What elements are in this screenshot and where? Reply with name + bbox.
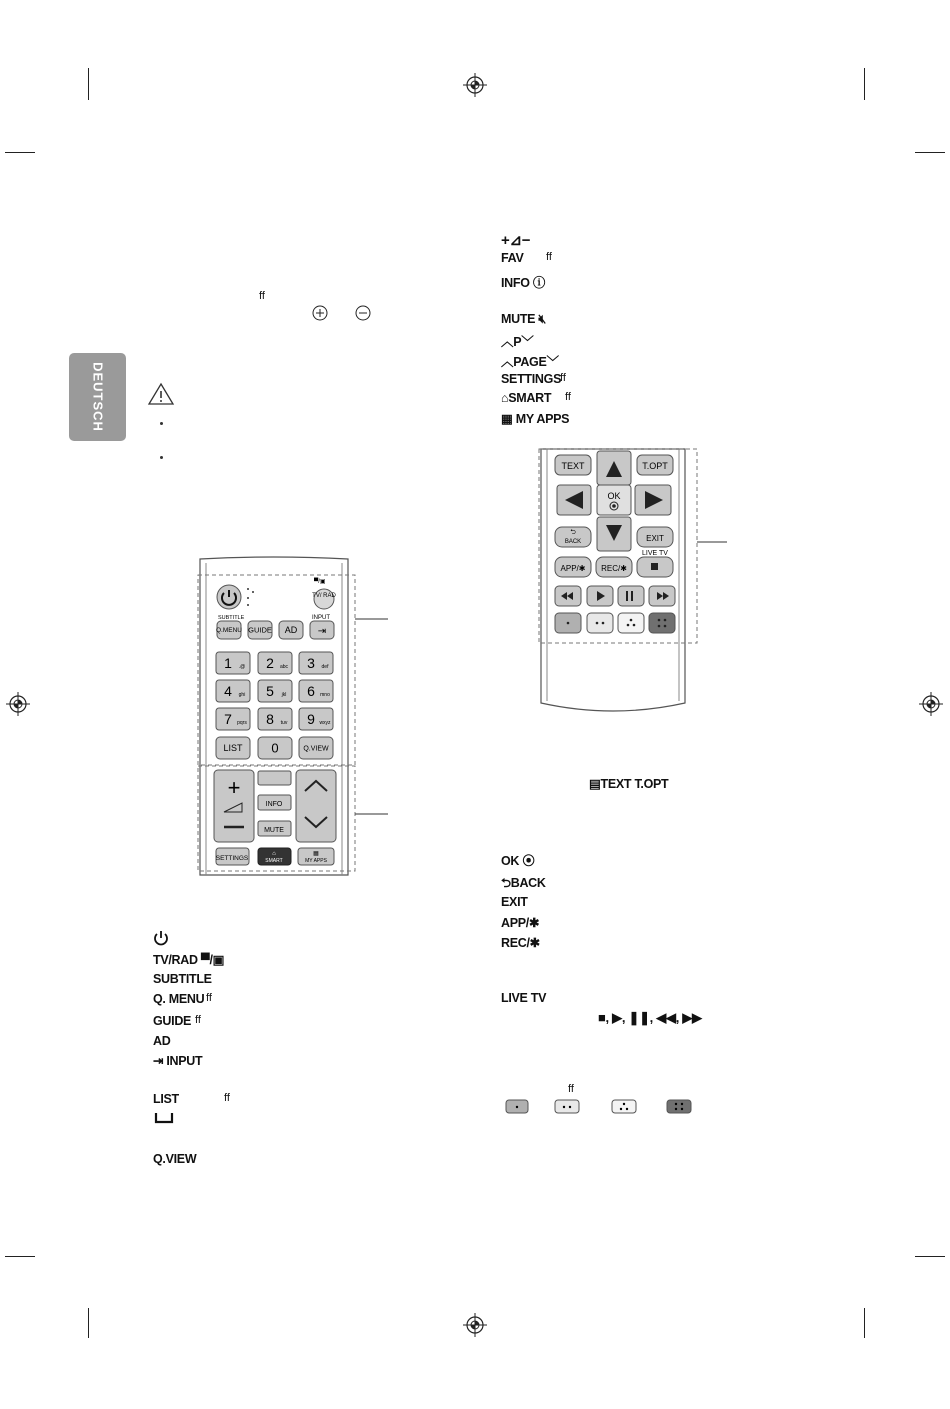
t-opt-button [637,455,673,475]
green-button [587,613,613,633]
legend-settings-ff: ff [560,372,566,384]
svg-text:3: 3 [307,655,315,671]
ok-button [597,485,631,515]
legend-input: ⇥ INPUT [153,1054,203,1068]
list-button [216,737,250,759]
asterisk-icon: ✱ [528,916,540,930]
bullet [160,422,163,425]
number-5-button [258,680,292,702]
svg-text:GUIDE: GUIDE [248,625,272,635]
svg-text:tuv: tuv [280,720,288,726]
input-icon: ⇥ [153,1054,164,1068]
svg-text:Q.MENU: Q.MENU [216,627,242,635]
minus-circle-icon [355,305,371,321]
svg-text:0: 0 [271,740,279,756]
legend-live-tv: LIVE TV [501,991,547,1005]
svg-text:AD: AD [284,625,298,635]
crop-mark [864,68,865,100]
text-button [555,455,591,475]
playback-icons: ■, ▶, ❚❚, ◀◀, ▶▶ [598,1010,702,1025]
program-rocker [296,770,336,842]
number-2-button [258,652,292,674]
teletext-icon: ▤ [589,777,601,791]
legend-q-menu: Q. MENU [153,992,205,1006]
q-view-button [299,737,333,759]
legend-smart-ff: ff [565,391,571,403]
crop-mark [5,152,35,153]
bullet [160,456,163,459]
number-7-button [216,708,250,730]
legend-guide-ff: ff [195,1014,201,1026]
svg-text:wxyz: wxyz [319,720,331,726]
svg-text:▀/▣: ▀/▣ [314,579,326,585]
svg-text:1: 1 [224,655,232,671]
fav-button [258,771,291,785]
q-menu-button [216,621,242,639]
number-8-button [258,708,292,730]
svg-text:REC/✱: REC/✱ [601,564,627,573]
legend-page: ︿PAGE﹀ [501,355,559,369]
svg-text:4: 4 [224,683,232,699]
svg-text:▦: ▦ [313,851,319,857]
stop-button [637,557,673,577]
volume-icon: +⊿− [501,232,531,249]
color-buttons-row [505,1099,695,1115]
mute-button [258,821,291,836]
green-key-icon [555,1100,579,1113]
svg-text:7: 7 [224,711,232,727]
red-key-icon [506,1100,528,1113]
crop-mark [864,1308,865,1338]
blue-button [649,613,675,633]
svg-text:8: 8 [266,711,274,727]
legend-info: INFO ⓘ [501,276,546,290]
number-3-button [299,652,333,674]
registration-mark-icon [919,692,943,716]
legend-tv-rad: TV/RAD ▀/▣ [153,953,225,967]
svg-text:TV/ RAD: TV/ RAD [312,593,336,599]
back-button [555,527,591,547]
exit-button [637,527,673,547]
chevron-up-icon: ︿ [501,355,514,369]
rewind-button [555,586,581,606]
live-tv-label: LIVE TV [642,550,668,557]
yellow-key-icon [612,1100,636,1113]
svg-text:SMART: SMART [265,858,283,864]
volume-rocker [214,770,254,842]
number-4-button [216,680,250,702]
crop-mark [5,1256,35,1257]
svg-text:.@: .@ [238,664,246,670]
svg-text:mno: mno [320,692,330,698]
info-button [258,795,291,810]
remote-control-lower-illustration [535,445,735,717]
ad-button [279,621,303,639]
legend-my-apps: ▦ MY APPS [501,412,570,426]
chevron-up-icon: ︿ [501,335,514,349]
legend-program: ︿P﹀ [501,335,534,349]
legend-q-menu-ff: ff [206,992,212,1004]
space-icon [154,1112,174,1124]
registration-mark-icon [6,692,30,716]
power-icon [153,930,169,946]
intro-ff: ff [259,290,265,302]
legend-settings: SETTINGS [501,372,562,386]
svg-text:BACK: BACK [564,539,582,545]
ok-icon: ⦿ [522,854,535,868]
svg-text:jkl: jkl [281,692,287,698]
rec-button [596,557,632,577]
legend-rec: REC/✱ [501,936,540,950]
asterisk-icon: ✱ [529,936,540,950]
legend-ok: OK ⦿ [501,854,535,868]
legend-text-topt: ▤TEXT T.OPT [589,777,669,791]
legend-q-view: Q.VIEW [153,1152,197,1166]
legend-guide: GUIDE [153,1014,192,1028]
apps-grid-icon: ▦ [501,412,513,426]
remote-control-full-illustration [188,555,398,880]
yellow-button [618,613,644,633]
crop-mark [915,1256,945,1257]
svg-text:2: 2 [266,655,274,671]
chevron-down-icon: ﹀ [521,335,534,349]
red-button [555,613,581,633]
legend-fav-ff: ff [546,251,552,263]
legend-app: APP/✱ [501,916,540,930]
svg-text:EXIT: EXIT [646,534,664,543]
svg-text:5: 5 [266,683,274,699]
svg-text:pqrs: pqrs [237,720,247,726]
app-button [555,557,591,577]
legend-list-ff: ff [224,1092,230,1104]
registration-mark-icon [463,1313,487,1337]
svg-text:ghi: ghi [238,692,246,698]
svg-text:9: 9 [307,711,315,727]
language-tab-label: DEUTSCH [90,362,105,432]
chevron-down-icon: ﹀ [546,355,559,369]
pause-button [618,586,644,606]
legend-exit: EXIT [501,895,528,909]
blue-key-icon [667,1100,691,1113]
language-tab [69,353,126,441]
legend-fav: FAV [501,251,524,265]
input-label: INPUT [312,615,330,621]
legend-ad: AD [153,1034,171,1048]
crop-mark [915,152,945,153]
smart-button [258,848,291,865]
legend-smart: ⌂SMART [501,391,552,405]
settings-button [216,848,249,865]
color-buttons-ff: ff [568,1083,574,1095]
power-button [217,585,241,609]
mute-icon: 🔇︎ [538,312,546,326]
svg-text:APP/✱: APP/✱ [560,564,586,573]
number-6-button [299,680,333,702]
svg-text:MUTE: MUTE [264,827,284,834]
legend-subtitle: SUBTITLE [153,972,212,986]
number-1-button [216,652,250,674]
svg-text:OK: OK [607,491,621,501]
svg-text:SETTINGS: SETTINGS [215,855,249,862]
svg-text:Q.VIEW: Q.VIEW [303,745,329,753]
legend-back: ⮌BACK [501,876,546,890]
warning-icon [147,382,175,406]
legend-list: LIST [153,1092,179,1106]
back-icon: ⮌ [501,876,511,890]
number-0-button [258,737,292,759]
svg-text:6: 6 [307,683,315,699]
input-button [310,621,334,639]
crop-mark [88,1308,89,1338]
home-icon: ⌂ [501,391,509,405]
svg-text:+: + [227,775,241,800]
svg-text:LIST: LIST [223,743,243,753]
legend-mute: MUTE 🔇︎ [501,312,546,326]
svg-text:⮌: ⮌ [570,529,576,536]
info-icon: ⓘ [532,276,546,290]
subtitle-label: SUBTITLE [218,615,245,621]
svg-text:TEXT: TEXT [561,461,585,471]
tv-radio-icon: ▀/▣ [200,953,225,967]
plus-circle-icon [312,305,328,321]
svg-text:abc: abc [279,664,289,670]
play-button [587,586,613,606]
number-9-button [299,708,333,730]
svg-text:T.OPT: T.OPT [642,461,668,471]
guide-button [248,621,272,639]
crop-mark [88,68,89,100]
fast-forward-button [649,586,675,606]
svg-text:def: def [321,664,329,670]
my-apps-button [298,848,334,865]
registration-mark-icon [463,73,487,97]
svg-text:INFO: INFO [265,801,283,808]
svg-text:MY APPS: MY APPS [305,858,327,864]
svg-text:⇥: ⇥ [317,626,327,637]
svg-text:⌂: ⌂ [272,851,276,857]
